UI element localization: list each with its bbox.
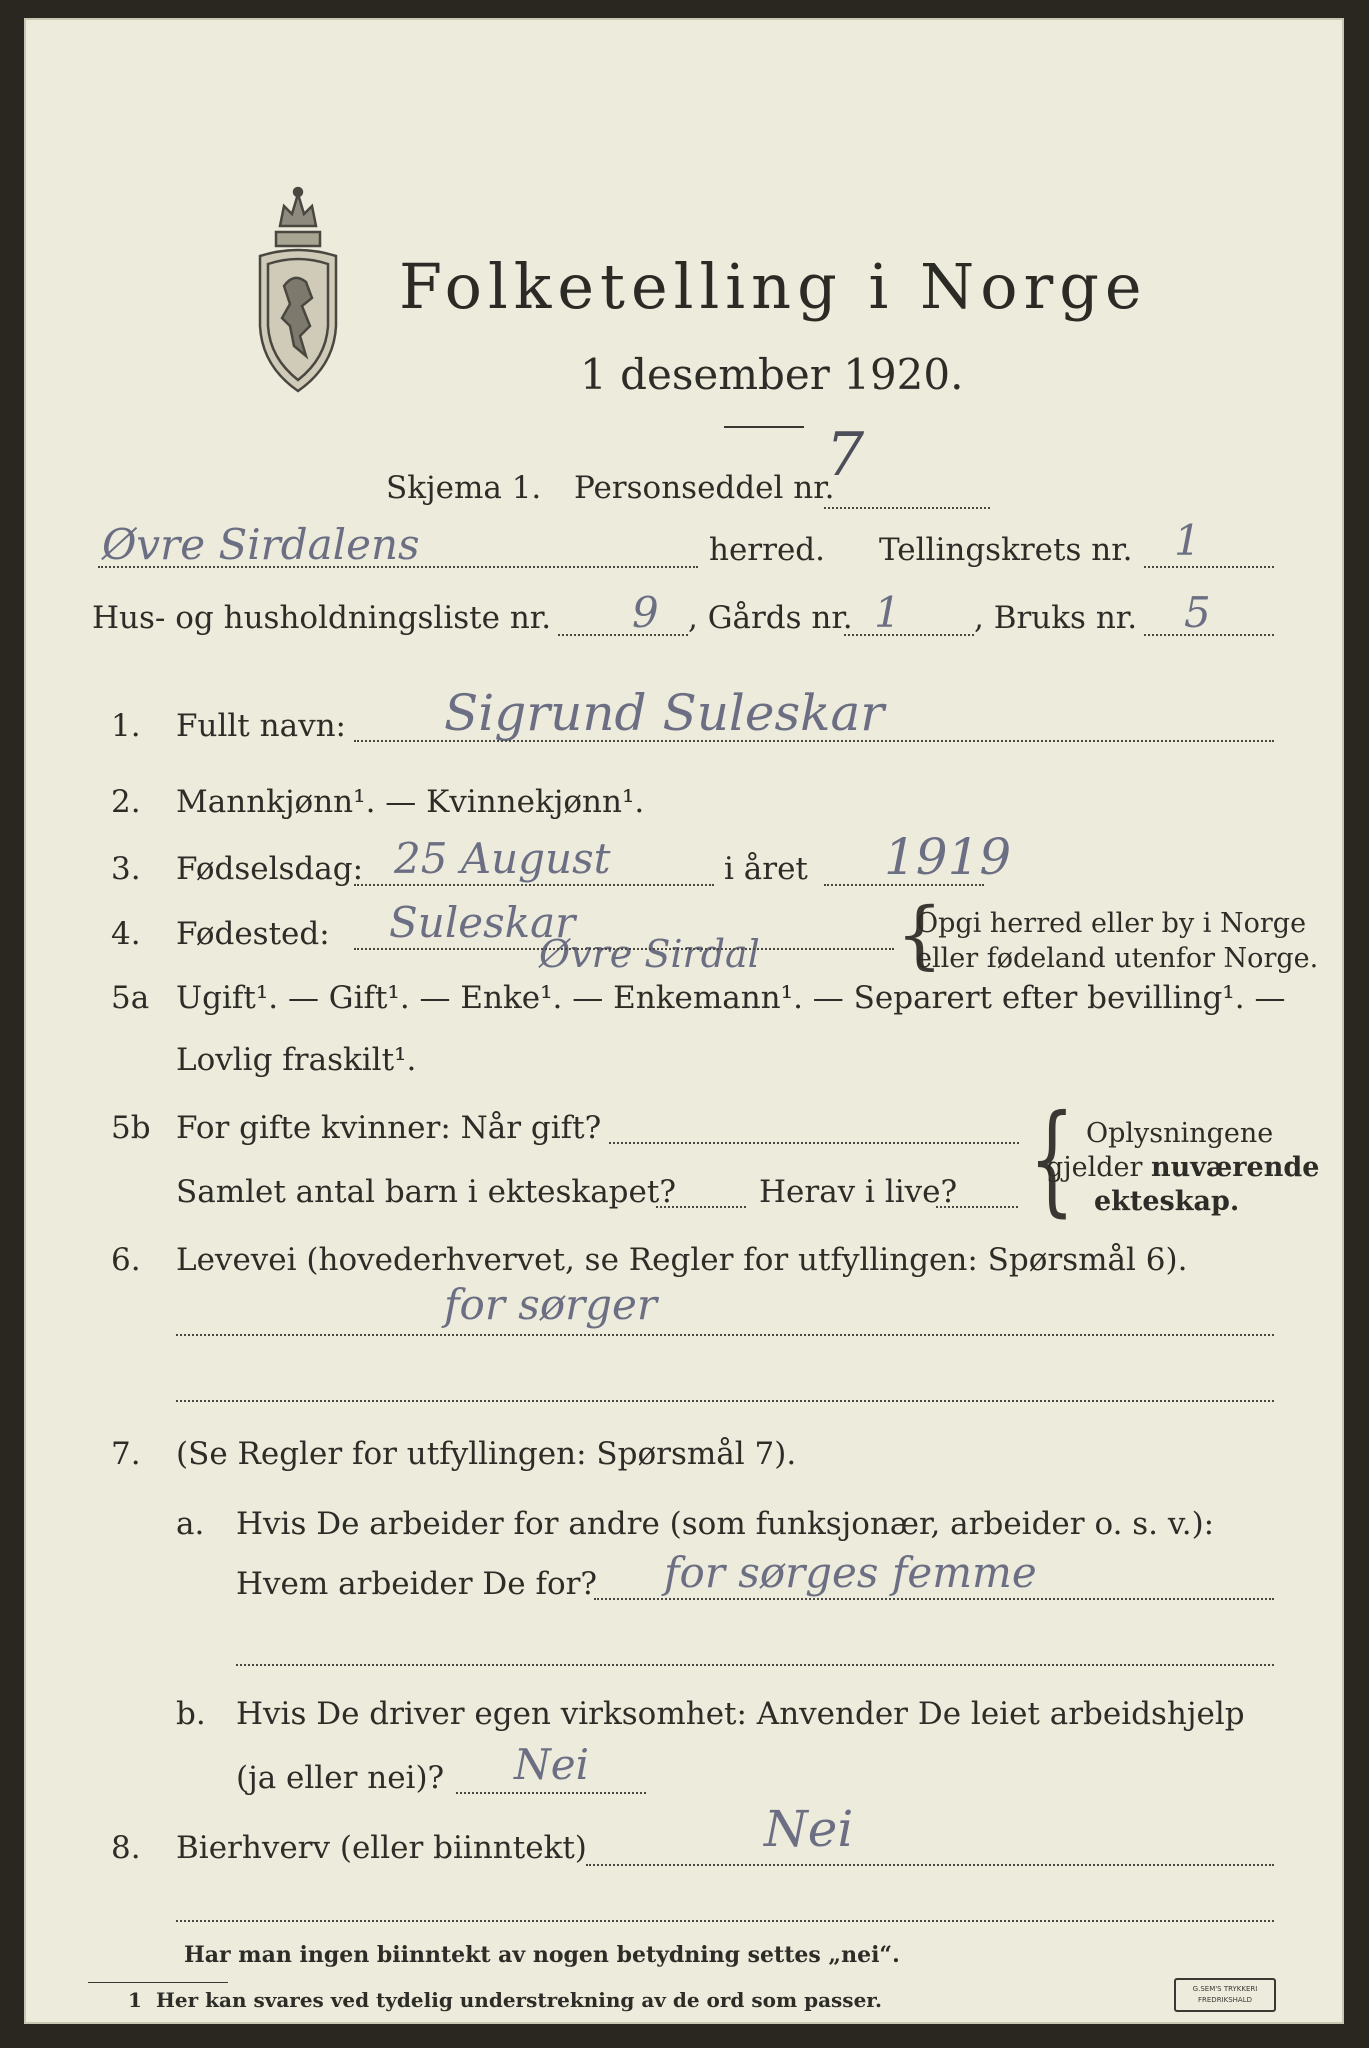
census-date: 1 desember 1920.: [580, 350, 964, 399]
gards-value[interactable]: 1: [874, 588, 901, 637]
hired-help-field: [456, 1792, 646, 1794]
children-count-field: [656, 1206, 746, 1208]
bruks-field: [1144, 634, 1274, 636]
side-income-field-2: [176, 1920, 1274, 1922]
schema-label: Skjema 1.: [386, 470, 542, 506]
q4-note-brace: {: [896, 892, 944, 978]
tellingskrets-label: Tellingskrets nr.: [879, 532, 1133, 568]
personseddel-field: [824, 507, 990, 509]
bruks-label: , Bruks nr.: [974, 600, 1138, 636]
tellingskrets-field: [1144, 566, 1274, 568]
printer-stamp-line2: FREDRIKSHALD: [1197, 1996, 1252, 2004]
birthdate-value[interactable]: 25 August: [394, 834, 611, 883]
side-income-field: [586, 1864, 1274, 1866]
footnote-mark: 1: [128, 1988, 142, 2012]
birthdate-field: [354, 884, 714, 886]
married-when-field: [609, 1142, 1019, 1144]
q5b-note-brace: {: [1029, 1090, 1075, 1229]
birthyear-label: i året: [724, 851, 808, 887]
q5b-note-line1: Oplysningene: [1086, 1118, 1274, 1149]
census-form: [24, 18, 1344, 2024]
q8-note: Har man ingen biinntekt av nogen betydning settes „nei“.: [184, 1942, 900, 1968]
q5b-children-label: Samlet antal barn i ekteskapet?: [176, 1174, 676, 1210]
gender-options[interactable]: Mannkjønn¹. — Kvinnekjønn¹.: [176, 784, 645, 820]
q7a-line1: Hvis De arbeider for andre (som funksjonær, arbeider o. s. v.):: [236, 1506, 1215, 1542]
footnote-rule: [88, 1982, 228, 1983]
q7b-letter: b.: [176, 1696, 206, 1732]
bruks-value[interactable]: 5: [1184, 588, 1211, 637]
printer-stamp-line1: G.SEM'S TRYKKERI: [1192, 1985, 1258, 1993]
gards-label: , Gårds nr.: [688, 600, 853, 636]
occupation-field-2: [176, 1400, 1274, 1402]
q7a-employer-label: Hvem arbeider De for?: [236, 1566, 598, 1602]
employer-value[interactable]: for sørges femme: [664, 1548, 1037, 1597]
q7a-letter: a.: [176, 1506, 205, 1542]
birthyear-field: [824, 884, 984, 886]
q7-label: (Se Regler for utfyllingen: Spørsmål 7).: [176, 1436, 797, 1472]
tellingskrets-value[interactable]: 1: [1174, 516, 1201, 565]
q4-label: Fødested:: [176, 916, 330, 952]
q5b-note-line2b: nuværende: [1151, 1152, 1320, 1183]
q5b-note-line3: ekteskap.: [1094, 1186, 1240, 1217]
q5b-number: 5b: [111, 1110, 151, 1146]
herred-label: herred.: [709, 532, 825, 568]
employer-field-2: [236, 1664, 1274, 1666]
birthplace-field: [354, 948, 894, 950]
title-divider: [724, 426, 804, 428]
q2-number: 2.: [111, 784, 141, 820]
husholdningsliste-label: Hus- og husholdningsliste nr.: [92, 600, 552, 636]
birthyear-value[interactable]: 1919: [884, 828, 1012, 886]
q5b-married-when-label: For gifte kvinner: Når gift?: [176, 1110, 602, 1146]
marital-status-options-2[interactable]: Lovlig fraskilt¹.: [176, 1042, 417, 1078]
occupation-value[interactable]: for sørger: [444, 1280, 657, 1329]
printer-stamp: [1174, 1978, 1276, 2012]
birthplace-value[interactable]: Suleskar: [389, 898, 576, 947]
q1-number: 1.: [111, 708, 141, 744]
coat-of-arms-icon: [250, 186, 346, 396]
q4-note-line2: eller fødeland utenfor Norge.: [916, 943, 1319, 974]
full-name-field: [354, 740, 1274, 742]
q5a-number: 5a: [111, 980, 150, 1016]
husholdningsliste-field: [558, 634, 688, 636]
herred-value[interactable]: Øvre Sirdalens: [102, 520, 420, 569]
q4-number: 4.: [111, 916, 141, 952]
q5b-alive-label: Herav i live?: [759, 1174, 958, 1210]
q3-number: 3.: [111, 851, 141, 887]
q7-number: 7.: [111, 1436, 141, 1472]
q8-number: 8.: [111, 1830, 141, 1866]
q4-note-line1: Opgi herred eller by i Norge: [916, 908, 1307, 939]
personseddel-label: Personseddel nr.: [574, 470, 835, 506]
q7b-line1: Hvis De driver egen virksomhet: Anvender De leiet arbeidshjelp: [236, 1696, 1245, 1732]
q1-label: Fullt navn:: [176, 708, 346, 744]
q3-label: Fødselsdag:: [176, 851, 364, 887]
personseddel-value[interactable]: 7: [826, 420, 865, 490]
hired-help-value[interactable]: Nei: [514, 1740, 590, 1789]
footnote-text: Her kan svares ved tydelig understrekning av de ord som passer.: [156, 1988, 882, 2012]
birthplace-value-2[interactable]: Øvre Sirdal: [539, 932, 760, 976]
q5b-note-line2a: gjelder: [1046, 1152, 1152, 1183]
herred-field: [98, 566, 698, 568]
form-title: Folketelling i Norge: [399, 250, 1148, 323]
q7b-hired-help-label: (ja eller nei)?: [236, 1760, 445, 1796]
full-name-value[interactable]: Sigrund Suleskar: [444, 684, 885, 742]
q6-label: Levevei (hovederhvervet, se Regler for utfyllingen: Spørsmål 6).: [176, 1242, 1188, 1278]
q6-number: 6.: [111, 1242, 141, 1278]
q5b-note-line2: [1046, 1152, 1319, 1183]
husholdningsliste-value[interactable]: 9: [632, 588, 659, 637]
marital-status-options[interactable]: Ugift¹. — Gift¹. — Enke¹. — Enkemann¹. — Separert efter bevilling¹. —: [176, 980, 1286, 1016]
gards-field: [844, 634, 974, 636]
employer-field: [594, 1598, 1274, 1600]
occupation-field-1: [176, 1334, 1274, 1336]
side-income-value[interactable]: Nei: [764, 1800, 854, 1858]
q8-label: Bierhverv (eller biinntekt): [176, 1830, 587, 1866]
children-alive-field: [936, 1206, 1018, 1208]
